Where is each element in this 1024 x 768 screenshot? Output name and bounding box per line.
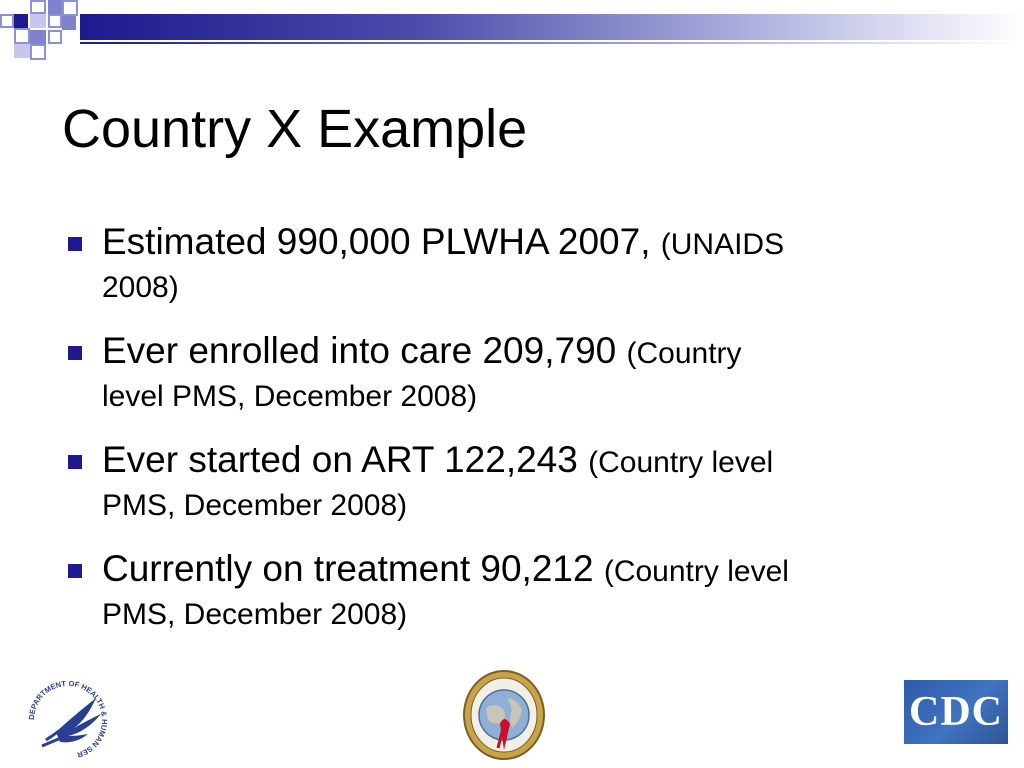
bullet-item xyxy=(62,324,972,413)
decor-square xyxy=(30,14,46,28)
square-bullet-icon xyxy=(68,237,82,251)
bullet-main-text: Currently on treatment 90,212 xyxy=(102,548,594,589)
slide-title: Country X Example xyxy=(62,99,528,159)
bullet-source-continuation: level PMS, December 2008) xyxy=(102,380,478,413)
globe-seal-icon xyxy=(462,668,546,762)
decor-square xyxy=(62,16,76,30)
decor-square xyxy=(14,28,30,44)
decor-square xyxy=(14,44,30,58)
bullet-source-text: (Country level xyxy=(588,446,774,479)
cdc-logo: CDC xyxy=(904,680,1008,744)
bullet-item xyxy=(62,542,972,631)
decor-square xyxy=(30,0,46,14)
square-bullet-icon xyxy=(68,455,82,469)
square-bullet-icon xyxy=(68,564,82,578)
decor-square xyxy=(48,30,62,44)
bullet-source-text: (UNAIDS xyxy=(660,228,785,261)
decor-square xyxy=(62,0,78,16)
bullet-main-text: Ever enrolled into care 209,790 xyxy=(102,330,617,371)
hhs-seal-text: DEPARTMENT OF HEALTH & HUMAN SER xyxy=(26,678,110,760)
square-bullet-icon xyxy=(68,346,82,360)
pepfar-seal xyxy=(462,668,546,762)
bullet-item xyxy=(62,433,972,522)
bullet-source-continuation: PMS, December 2008) xyxy=(102,489,408,522)
decor-square xyxy=(0,14,14,28)
bullet-main-text: Ever started on ART 122,243 xyxy=(102,439,578,480)
bullet-source-text: (Country level xyxy=(603,555,789,588)
bullet-source-continuation: PMS, December 2008) xyxy=(102,598,408,631)
bullet-source-text: (Country xyxy=(626,337,742,370)
bullet-source-continuation: 2008) xyxy=(102,271,179,304)
hhs-logo xyxy=(16,670,116,760)
header-rule xyxy=(80,42,1024,44)
bullet-main-text: Estimated 990,000 PLWHA 2007, xyxy=(102,221,651,262)
decor-square xyxy=(30,30,46,44)
header-gradient-bar xyxy=(80,14,1024,40)
decor-square xyxy=(14,14,28,28)
hhs-eagle-icon xyxy=(16,670,116,760)
decor-square xyxy=(30,44,46,60)
decor-square xyxy=(48,0,62,14)
bullet-list xyxy=(62,215,972,651)
decor-square xyxy=(48,14,62,28)
svg-text:DEPARTMENT OF HEALTH & HUMAN S xyxy=(16,670,109,760)
bullet-item xyxy=(62,215,972,304)
